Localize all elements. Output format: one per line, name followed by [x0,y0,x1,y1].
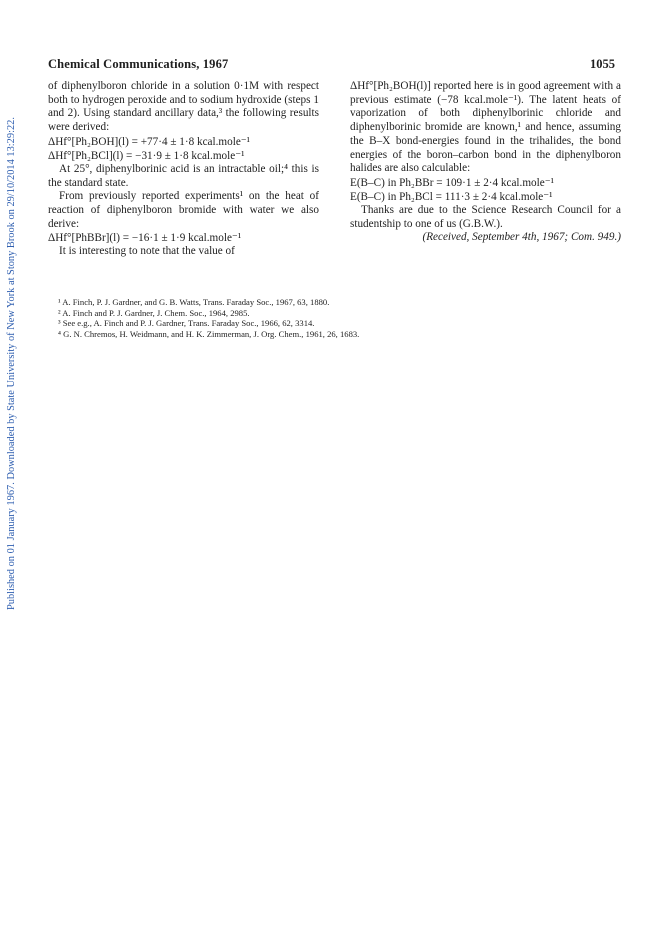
download-watermark-text: Published on 01 January 1967. Downloaded by State University of New York at Stony Brook on 29/10/2014 13:29:22. [6,117,17,610]
paragraph: It is interesting to note that the value of [59,245,235,258]
journal-header: Chemical Communications, 1967 [48,57,229,71]
left-column [48,80,319,259]
right-column [350,80,621,245]
page-number: 1055 [590,57,615,71]
received-date: (Received, September 4th, 1967; Com. 949.) [422,231,621,244]
equation: ΔHf°[Ph₂BCl](l) = −31·9 ± 1·8 kcal.mole⁻¹ [48,149,245,162]
equation: ΔHf°[Ph₂BOH](l) = +77·4 ± 1·8 kcal.mole⁻¹ [48,135,251,148]
reference-item: ³ See e.g., A. Finch and P. J. Gardner, Trans. Faraday Soc., 1966, 62, 3314. [58,318,315,329]
reference-item: ⁴ G. N. Chremos, H. Weidmann, and H. K. Zimmerman, J. Org. Chem., 1961, 26, 1683. [58,328,360,339]
equation: E(B–C) in Ph₂BCl = 111·3 ± 2·4 kcal.mole⁻¹ [350,190,553,203]
paragraph: of diphenylboron chloride in a solution 0·1M with respect both to hydrogen peroxide and to sodium hydroxide (steps 1 and 2). Using standard ancillary data,³ the following results were derived: [48,80,319,134]
equation: ΔHf°[PhBBr](l) = −16·1 ± 1·9 kcal.mole⁻¹ [48,232,242,245]
paragraph: From previously reported experiments¹ on the heat of reaction of diphenylboron bromide with water we also derive: [48,190,319,230]
paragraph: At 25°, diphenylborinic acid is an intractable oil;⁴ this is the standard state. [48,162,319,189]
paragraph: ΔHf°[Ph₂BOH(l)] reported here is in good agreement with a previous estimate (−78 kcal.mole⁻¹). The latent heats of vaporization of both diphenylborinic chloride and diphenylborinic bromide are known,¹ and hence, assuming the B–X bond-energies found in the trihalides, the bond energies of the boron–carbon bond in the diphenylboron halides are also calculable: [350,80,621,175]
reference-item: ¹ A. Finch, P. J. Gardner, and G. B. Watts, Trans. Faraday Soc., 1967, 63, 1880. [58,297,330,307]
acknowledgement: Thanks are due to the Science Research Council for a studentship to one of us (G.B.W.). [350,203,621,230]
references [58,297,618,339]
reference-item: ² A. Finch and P. J. Gardner, J. Chem. Soc., 1964, 2985. [58,307,250,318]
download-watermark [2,80,22,610]
equation: E(B–C) in Ph₂BBr = 109·1 ± 2·4 kcal.mole⁻¹ [350,176,554,189]
